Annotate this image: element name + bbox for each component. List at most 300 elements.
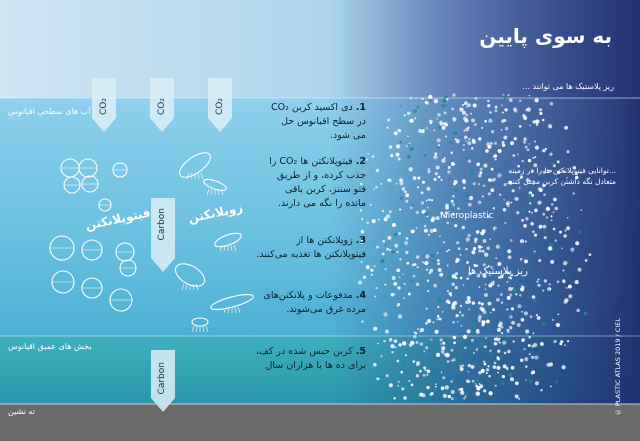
microplastic-particle (411, 229, 415, 233)
microplastic-particle (563, 300, 567, 304)
co2-label: CO₂ (157, 98, 167, 115)
microplastic-particle (528, 211, 530, 213)
microplastic-particle (525, 240, 527, 242)
microplastic-particle (467, 296, 471, 300)
microplastic-particle (550, 215, 552, 217)
microplastic-particle (495, 385, 497, 387)
microplastic-particle (497, 284, 499, 286)
microplastic-particle (485, 203, 487, 205)
microplastic-particle (539, 112, 542, 115)
microplastic-particle (553, 340, 556, 343)
microplastic-particle (566, 150, 569, 153)
microplastic-particle (393, 397, 395, 399)
microplastic-particle (416, 363, 419, 366)
microplastic-particle (559, 231, 562, 234)
microplastic-particle (555, 380, 559, 384)
microplastic-particle (398, 343, 401, 346)
microplastic-particle (498, 109, 500, 111)
microplastic-particle (503, 119, 506, 122)
microplastic-particle (528, 344, 531, 347)
microplastic-particle (450, 380, 453, 383)
microplastic-particle (532, 157, 534, 159)
microplastic-particle (564, 126, 568, 130)
microplastic-particle (503, 208, 507, 212)
microplastic-particle (493, 281, 495, 283)
microplastic-particle (561, 365, 565, 369)
microplastic-particle (398, 381, 400, 383)
microplastic-particle (421, 98, 423, 100)
microplastic-particle (473, 352, 475, 354)
microplastic-particle (487, 145, 491, 149)
co2-label: CO₂ (99, 98, 109, 115)
microplastic-particle (426, 269, 428, 271)
microplastic-particle (515, 382, 519, 386)
microplastic-particle (425, 346, 428, 349)
microplastic-particle (421, 191, 424, 194)
microplastic-particle (389, 145, 392, 148)
microplastic-particle (483, 310, 487, 314)
microplastic-particle (373, 363, 377, 367)
microplastic-particle (396, 144, 400, 148)
microplastic-particle (374, 265, 376, 267)
microplastic-particle (394, 233, 398, 237)
microplastic-particle (470, 172, 473, 175)
microplastic-particle (425, 254, 429, 258)
microplastic-particle (443, 111, 446, 114)
microplastic-particle (504, 336, 506, 338)
microplastic-particle (487, 100, 489, 102)
microplastic-particle (476, 392, 480, 396)
microplastic-particle (409, 167, 413, 171)
microplastic-particle (504, 108, 507, 111)
microplastic-particle (453, 118, 457, 122)
microplastic-particle (522, 114, 525, 117)
microplastic-particle (383, 312, 387, 316)
microplastic-particle (429, 95, 433, 99)
microplastic-particle (488, 119, 492, 123)
microplastic-particle (445, 135, 447, 137)
microplastic-particle (410, 206, 413, 209)
microplastic-particle (478, 315, 482, 319)
microplastic-particle (462, 111, 466, 115)
microplastic-particle (532, 295, 536, 299)
microplastic-particle (397, 385, 399, 387)
microplastic-particle (471, 186, 473, 188)
microplastic-particle (433, 321, 435, 323)
microplastic-particle (495, 229, 498, 232)
microplastic-particle (490, 188, 494, 192)
microplastic-particle (435, 153, 438, 156)
microplastic-particle (423, 154, 426, 157)
microplastic-particle (462, 238, 464, 240)
microplastic-particle (493, 365, 497, 369)
microplastic-particle (539, 225, 543, 229)
microplastic-particle (441, 371, 443, 373)
microplastic-particle (410, 280, 412, 282)
microplastic-particle (494, 362, 497, 365)
microplastic-particle (511, 202, 513, 204)
microplastic-particle (431, 218, 435, 222)
microplastic-particle (563, 261, 567, 265)
microplastic-particle (506, 308, 508, 310)
microplastic-particle (515, 197, 519, 201)
microplastic-particle (472, 153, 475, 156)
microplastic-particle (457, 321, 459, 323)
microplastic-particle (361, 320, 364, 323)
microplastic-particle (483, 184, 486, 187)
microplastic-particle (389, 210, 392, 213)
step-4: 4. مدفوعات و پلانکتن‌های مرده غرق می‌شوند. (263, 290, 366, 315)
microplastic-particle (512, 154, 515, 157)
microplastic-particle (374, 295, 376, 297)
microplastic-particle (396, 153, 400, 157)
microplastic-particle (497, 328, 501, 332)
microplastic-particle (383, 340, 385, 342)
microplastic-particle (507, 281, 509, 283)
microplastic-particle (454, 224, 457, 227)
microplastic-particle (528, 194, 532, 198)
microplastic-particle (470, 288, 472, 290)
microplastic-particle (584, 312, 588, 316)
microplastic-particle (459, 348, 462, 351)
microplastic-particle (536, 123, 539, 126)
microplastic-particle (466, 277, 469, 280)
microplastic-particle (366, 221, 369, 224)
microplastic-particle (528, 336, 531, 339)
microplastic-particle (490, 312, 492, 314)
microplastic-particle (494, 237, 496, 239)
microplastic-particle (533, 299, 536, 302)
microplastic-particle (580, 209, 582, 211)
microplastic-particle (408, 380, 410, 382)
microplastic-particle (386, 374, 389, 377)
microplastic-particle (533, 332, 535, 334)
microplastic-particle (428, 168, 430, 170)
microplastic-particle (456, 258, 460, 262)
microplastic-particle (553, 228, 556, 231)
microplastic-particle (572, 192, 575, 195)
microplastic-particle (436, 252, 438, 254)
microplastic-particle (531, 212, 533, 214)
microplastic-particle (538, 256, 540, 258)
microplastic-particle (453, 290, 457, 294)
microplastic-particle (389, 338, 393, 342)
microplastic-particle (396, 183, 398, 185)
microplastic-particle (451, 390, 455, 394)
microplastic-particle (534, 234, 537, 237)
microplastic-particle (481, 127, 483, 129)
microplastic-particle (497, 350, 500, 353)
microplastic-particle (479, 235, 482, 238)
microplastic-particle (416, 283, 420, 287)
microplastic-particle (396, 360, 399, 363)
microplastic-particle (446, 222, 449, 225)
microplastic-particle (466, 261, 469, 264)
microplastic-particle (456, 241, 459, 244)
microplastic-particle (575, 241, 579, 245)
microplastic-particle (544, 236, 547, 239)
microplastic-particle (487, 365, 489, 367)
microplastic-particle (399, 258, 401, 260)
microplastic-particle (489, 111, 491, 113)
microplastic-particle (439, 273, 443, 277)
microplastic-top-note: ریز پلاستیک ها می توانند ... (522, 82, 614, 91)
microplastic-particle (524, 311, 528, 315)
microplastic-particle (482, 195, 484, 197)
microplastic-particle (393, 282, 397, 286)
microplastic-particle (495, 158, 497, 160)
microplastic-particle (446, 353, 450, 357)
zooplankton-label: زوپلانکتن (187, 200, 245, 226)
microplastic-particle (518, 133, 520, 135)
microplastic-particle (463, 187, 466, 190)
microplastic-particle (417, 177, 420, 180)
microplastic-particle (476, 330, 480, 334)
microplastic-particle (452, 93, 456, 97)
microplastic-particle (485, 337, 487, 339)
microplastic-particle (481, 342, 485, 346)
microplastic-particle (437, 315, 439, 317)
microplastic-particle (531, 345, 534, 348)
microplastic-particle (400, 371, 403, 374)
microplastic-particle (448, 395, 451, 398)
microplastic-label-en: Microplastic (440, 211, 494, 221)
phytoplankton-label: فیتوپلانکتن (84, 205, 152, 233)
microplastic-particle (468, 203, 472, 207)
microplastic-particle (534, 355, 538, 359)
microplastic-particle (521, 160, 523, 162)
page-title: به سوی پایین (479, 24, 612, 48)
microplastic-particle (423, 350, 425, 352)
microplastic-particle (373, 189, 375, 191)
microplastic-particle (507, 94, 509, 96)
microplastic-particle (398, 314, 402, 318)
microplastic-particle (449, 292, 452, 295)
microplastic-particle (460, 388, 463, 391)
microplastic-particle (576, 309, 580, 313)
microplastic-particle (519, 187, 521, 189)
microplastic-particle (410, 147, 414, 151)
microplastic-particle (427, 290, 429, 292)
microplastic-particle (564, 344, 566, 346)
microplastic-particle (503, 136, 507, 140)
microplastic-particle (486, 246, 490, 250)
microplastic-particle (394, 131, 398, 135)
microplastic-particle (548, 124, 552, 128)
microplastic-particle (463, 130, 465, 132)
microplastic-particle (496, 298, 500, 302)
microplastic-particle (409, 119, 412, 122)
microplastic-particle (450, 152, 453, 155)
microplastic-particle (460, 254, 462, 256)
microplastic-particle (446, 105, 448, 107)
microplastic-particle (543, 193, 546, 196)
microplastic-particle (431, 372, 434, 375)
microplastic-particle (486, 257, 489, 260)
microplastic-particle (399, 141, 402, 144)
microplastic-particle (425, 322, 428, 325)
microplastic-particle (482, 250, 485, 253)
microplastic-particle (410, 341, 414, 345)
microplastic-particle (495, 257, 497, 259)
microplastic-particle (394, 293, 396, 295)
microplastic-particle (456, 139, 460, 143)
microplastic-particle (478, 249, 481, 252)
microplastic-particle (433, 155, 437, 159)
microplastic-particle (473, 323, 477, 327)
microplastic-particle (391, 250, 394, 253)
microplastic-particle (471, 365, 475, 369)
microplastic-particle (452, 283, 455, 286)
microplastic-particle (478, 201, 482, 205)
microplastic-particle (529, 259, 531, 261)
microplastic-particle (563, 270, 565, 272)
microplastic-particle (392, 276, 396, 280)
microplastic-particle (520, 359, 523, 362)
microplastic-particle (522, 319, 525, 322)
microplastic-particle (447, 265, 449, 267)
microplastic-particle (377, 343, 379, 345)
microplastic-particle (441, 350, 445, 354)
microplastic-particle (528, 159, 531, 162)
microplastic-particle (509, 326, 513, 330)
microplastic-particle (476, 230, 480, 234)
microplastic-particle (453, 336, 457, 340)
microplastic-particle (523, 140, 526, 143)
microplastic-particle (366, 159, 368, 161)
microplastic-particle (495, 337, 498, 340)
microplastic-particle (468, 138, 471, 141)
microplastic-particle (497, 173, 501, 177)
microplastic-particle (375, 186, 377, 188)
microplastic-particle (521, 311, 523, 313)
microplastic-particle (435, 330, 439, 334)
microplastic-particle (549, 153, 552, 156)
microplastic-particle (525, 365, 528, 368)
microplastic-particle (370, 269, 373, 272)
microplastic-particle (531, 356, 534, 359)
microplastic-particle (510, 141, 514, 145)
microplastic-particle (501, 326, 504, 329)
microplastic-particle (405, 193, 409, 197)
microplastic-particle (536, 314, 538, 316)
microplastic-particle (496, 245, 500, 249)
microplastic-particle (462, 226, 465, 229)
microplastic-particle (508, 373, 512, 377)
microplastic-particle (412, 397, 415, 400)
microplastic-particle (501, 129, 503, 131)
microplastic-particle (426, 374, 428, 376)
microplastic-particle (570, 248, 574, 252)
microplastic-particle (578, 231, 581, 234)
microplastic-particle (447, 170, 450, 173)
microplastic-particle (507, 296, 511, 300)
microplastic-particle (501, 301, 503, 303)
microplastic-particle (437, 263, 440, 266)
microplastic-particle (394, 339, 398, 343)
microplastic-particle (519, 367, 521, 369)
microplastic-particle (385, 297, 387, 299)
microplastic-particle (467, 141, 471, 145)
microplastic-particle (399, 181, 403, 185)
microplastic-particle (406, 237, 409, 240)
microplastic-particle (507, 249, 511, 253)
microplastic-particle (358, 280, 362, 284)
microplastic-particle (405, 200, 408, 203)
microplastic-particle (431, 199, 433, 201)
microplastic-particle (420, 328, 424, 332)
microplastic-particle (522, 338, 525, 341)
microplastic-particle (509, 277, 512, 280)
microplastic-particle (416, 227, 418, 229)
microplastic-particle (529, 202, 531, 204)
microplastic-particle (386, 127, 388, 129)
microplastic-particle (455, 277, 458, 280)
microplastic-particle (484, 363, 487, 366)
microplastic-particle (502, 143, 506, 147)
microplastic-particle (417, 328, 419, 330)
microplastic-particle (509, 98, 513, 102)
microplastic-particle (410, 97, 413, 100)
microplastic-particle (495, 106, 498, 109)
microplastic-particle (525, 217, 528, 220)
microplastic-particle (435, 386, 437, 388)
microplastic-particle (421, 210, 424, 213)
microplastic-particle (535, 146, 539, 150)
microplastic-particle (427, 170, 430, 173)
microplastic-particle (456, 314, 459, 317)
microplastic-particle (453, 301, 457, 305)
microplastic-particle (425, 308, 427, 310)
microplastic-particle (567, 340, 569, 342)
microplastic-particle (486, 328, 490, 332)
microplastic-particle (399, 209, 401, 211)
microplastic-particle (542, 289, 544, 291)
microplastic-particle (502, 340, 506, 344)
microplastic-particle (416, 255, 419, 258)
microplastic-particle (498, 149, 502, 153)
microplastic-particle (441, 159, 445, 163)
microplastic-particle (435, 172, 438, 175)
microplastic-particle (458, 247, 461, 250)
microplastic-particle (483, 239, 487, 243)
microplastic-particle (466, 157, 469, 160)
microplastic-particle (436, 216, 440, 220)
microplastic-particle (585, 259, 588, 262)
microplastic-particle (517, 323, 521, 327)
microplastic-particle (432, 260, 435, 263)
microplastic-particle (424, 212, 428, 216)
microplastic-particle (486, 372, 488, 374)
microplastic-particle (416, 266, 419, 269)
microplastic-particle (524, 357, 528, 361)
microplastic-particle (492, 308, 495, 311)
microplastic-particle (405, 354, 407, 356)
microplastic-particle (437, 306, 439, 308)
microplastic-particle (438, 268, 442, 272)
microplastic-particle (466, 380, 469, 383)
microplastic-particle (401, 387, 404, 390)
microplastic-particle (525, 379, 527, 381)
microplastic-particle (443, 241, 445, 243)
microplastic-particle (488, 391, 492, 395)
microplastic-particle (448, 166, 451, 169)
microplastic-particle (378, 219, 380, 221)
microplastic-particle (373, 327, 377, 331)
microplastic-particle (445, 122, 447, 124)
microplastic-particle (437, 299, 441, 303)
microplastic-particle (471, 118, 475, 122)
